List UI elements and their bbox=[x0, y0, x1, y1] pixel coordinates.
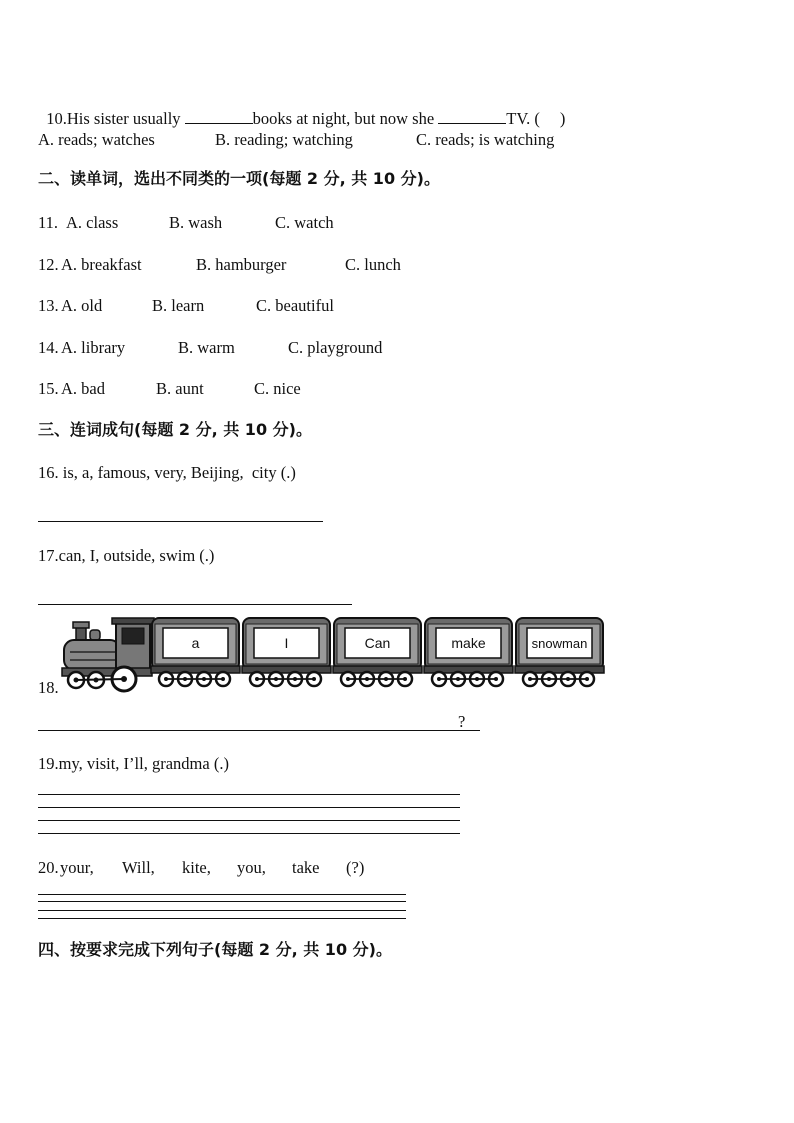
option-b: B. warm bbox=[178, 338, 235, 357]
answer-line[interactable] bbox=[38, 820, 460, 821]
train-car bbox=[151, 618, 240, 686]
question-text-part: books at night, but now she bbox=[252, 109, 439, 128]
question-number: 12. bbox=[38, 255, 59, 274]
option-a: A. reads; watches bbox=[38, 130, 155, 149]
section-4-title: 四、按要求完成下列句子(每题 2 分, 共 10 分)。 bbox=[38, 940, 392, 959]
section-3-title: 三、连词成句(每题 2 分, 共 10 分)。 bbox=[38, 420, 312, 439]
option-c: C. beautiful bbox=[256, 296, 334, 315]
question-17: 17.can, I, outside, swim (.) bbox=[38, 546, 215, 565]
option-c: C. playground bbox=[288, 338, 383, 357]
option-b: B. hamburger bbox=[196, 255, 287, 274]
option-b: B. wash bbox=[169, 213, 223, 232]
answer-line[interactable] bbox=[38, 894, 406, 895]
option-a: A. breakfast bbox=[61, 255, 142, 274]
word-card-label: Can bbox=[364, 635, 391, 651]
question-number: 11. bbox=[38, 213, 63, 232]
option-b: B. learn bbox=[152, 296, 205, 315]
question-number: 13. bbox=[38, 296, 59, 315]
word-card-label: a bbox=[191, 635, 200, 651]
locomotive-icon bbox=[62, 618, 154, 691]
answer-line[interactable] bbox=[38, 521, 323, 522]
word-card-label: I bbox=[284, 635, 289, 651]
answer-line[interactable] bbox=[38, 604, 352, 605]
answer-line[interactable] bbox=[38, 901, 406, 902]
question-text-part: ) bbox=[559, 109, 566, 128]
option-a: A. old bbox=[61, 296, 103, 315]
train-car bbox=[515, 618, 604, 686]
train-car bbox=[242, 618, 331, 686]
option-a: A. class bbox=[66, 213, 119, 232]
answer-line[interactable] bbox=[38, 910, 406, 911]
question-number: 20. bbox=[38, 858, 59, 877]
option-c: C. reads; is watching bbox=[416, 130, 555, 149]
word-chip: (?) bbox=[346, 858, 365, 877]
option-b: B. aunt bbox=[156, 379, 204, 398]
word-chip: your, bbox=[60, 858, 94, 877]
question-number: 10. bbox=[46, 109, 67, 128]
answer-line[interactable] bbox=[38, 794, 460, 795]
question-number: 18. bbox=[38, 678, 59, 697]
word-chip: take bbox=[292, 858, 320, 877]
answer-blank[interactable] bbox=[185, 108, 253, 124]
option-c: C. lunch bbox=[345, 255, 401, 274]
option-c: C. nice bbox=[254, 379, 301, 398]
train-car bbox=[424, 618, 513, 686]
question-19: 19.my, visit, I’ll, grandma (.) bbox=[38, 754, 229, 773]
word-card-label: snowman bbox=[531, 636, 588, 651]
answer-line[interactable] bbox=[38, 730, 480, 731]
word-chip: Will, bbox=[122, 858, 155, 877]
section-2-title: 二、读单词，选出不同类的一项(每题 2 分, 共 10 分)。 bbox=[38, 169, 440, 188]
question-number: 14. bbox=[38, 338, 59, 357]
option-a: A. bad bbox=[61, 379, 105, 398]
question-text-part: His sister usually bbox=[66, 109, 185, 128]
answer-line[interactable] bbox=[38, 833, 460, 834]
question-text-part: TV. ( bbox=[506, 109, 540, 128]
question-mark: ? bbox=[458, 712, 466, 731]
word-card-label: make bbox=[451, 635, 486, 651]
train-car bbox=[333, 618, 422, 686]
train-illustration bbox=[60, 612, 605, 694]
word-chip: kite, bbox=[182, 858, 211, 877]
answer-blank[interactable] bbox=[438, 108, 506, 124]
option-c: C. watch bbox=[275, 213, 334, 232]
answer-line[interactable] bbox=[38, 918, 406, 919]
question-10 bbox=[38, 88, 565, 129]
answer-line[interactable] bbox=[38, 807, 460, 808]
word-chip: you, bbox=[237, 858, 266, 877]
option-b: B. reading; watching bbox=[215, 130, 353, 149]
question-16: 16. is, a, famous, very, Beijing, city (.) bbox=[38, 463, 296, 482]
option-a: A. library bbox=[61, 338, 126, 357]
question-number: 15. bbox=[38, 379, 59, 398]
